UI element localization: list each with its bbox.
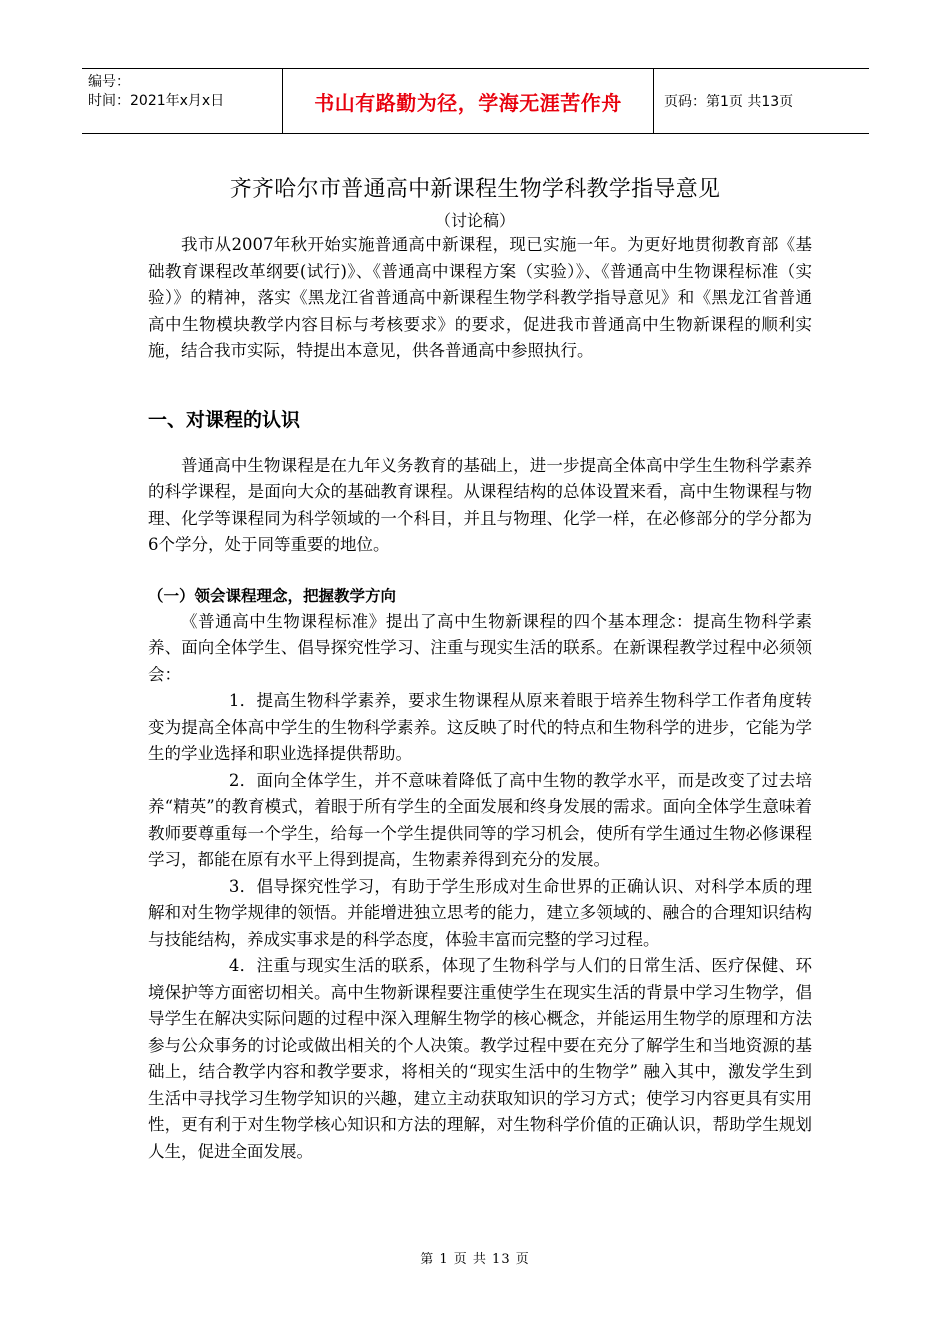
- intro-paragraph: 我市从2007年秋开始实施普通高中新课程，现已实施一年。为更好地贯彻教育部《基础教育课程改革纲要(试行)》、《普通高中课程方案（实验）》、《普通高中生物课程标准（实验）》的精神，落实《黑龙江省普通高中新课程生物学科教学指导意见》和《黑龙江省普通高中生物模块教学内容目标与考核要求》的要求，促进我市普通高中生物新课程的顺利实施，结合我市实际，特提出本意见，供各普通高中参照执行。: [148, 235, 812, 360]
- document-subtitle: （讨论稿）: [434, 211, 515, 230]
- motto-text: 书山有路勤为径，学海无涯苦作舟: [314, 90, 622, 115]
- header-motto-cell: [282, 69, 654, 133]
- document-body: [148, 232, 812, 1165]
- header-meta: [82, 69, 282, 133]
- list-item: 2．面向全体学生，并不意味着降低了高中生物的教学水平，而是改变了过去培养“精英”的教育模式，着眼于所有学生的全面发展和终身发展的需求。面向全体学生意味着教师要尊重每一个学生，给每一个学生提供同等的学习机会，使所有学生通过生物必修课程学习，都能在原有水平上得到提高，生物素养得到充分的发展。: [148, 770, 812, 869]
- page-info: 页码：第1页 共13页: [664, 94, 794, 110]
- section-paragraph: 普通高中生物课程是在九年义务教育的基础上，进一步提高全体高中学生生物科学素养的科学课程，是面向大众的基础教育课程。从课程结构的总体设置来看，高中生物课程与物理、化学等课程同为科学领域的一个科目，并且与物理、化学一样，在必修部分的学分都为6个学分，处于同等重要的地位。: [148, 455, 812, 554]
- document-header: [82, 68, 869, 134]
- subsection-heading: （一）领会课程理念，把握教学方向: [148, 586, 397, 605]
- list-item: 3．倡导探究性学习，有助于学生形成对生命世界的正确认识、对科学本质的理解和对生物学规律的领悟。并能增进独立思考的能力，建立多领域的、融合的合理知识结构与技能结构，养成实事求是的科学态度，体验丰富而完整的学习过程。: [148, 876, 812, 949]
- number-label: 编号：: [88, 74, 130, 90]
- section-heading: 一、对课程的认识: [148, 408, 301, 431]
- subsection-paragraph: 《普通高中生物课程标准》提出了高中生物新课程的四个基本理念：提高生物科学素养、面向全体学生、倡导探究性学习、注重与现实生活的联系。在新课程教学过程中必须领会：: [148, 611, 812, 684]
- header-page-cell: [654, 69, 869, 133]
- list-item: 1．提高生物科学素养，要求生物课程从原来着眼于培养生物科学工作者角度转变为提高全体高中学生的生物科学素养。这反映了时代的特点和生物科学的进步，它能为学生的学业选择和职业选择提供帮助。: [148, 691, 812, 763]
- list-item: 4．注重与现实生活的联系，体现了生物科学与人们的日常生活、医疗保健、环境保护等方面密切相关。高中生物新课程要注重使学生在现实生活的背景中学习生物学，倡导学生在解决实际问题的过程中深入理解生物学的核心概念，并能运用生物学的原理和方法参与公众事务的讨论或做出相关的个人决策。教学过程中要在充分了解学生和当地资源的基础上，结合教学内容和教学要求，将相关的“现实生活中的生物学” 融入其中，激发学生到生活中寻找学习生物学知识的兴趣，建立主动获取知识的学习方式；使学习内容更具有实用性，更有利于对生物学核心知识和方法的理解，对生物科学价值的正确认识，帮助学生规划人生，促进全面发展。: [148, 956, 812, 1161]
- time-label: 时间：2021年x月x日: [88, 93, 225, 109]
- document-title: 齐齐哈尔市普通高中新课程生物学科教学指导意见: [229, 177, 721, 202]
- page-footer: 第 1 页 共 13 页: [420, 1252, 530, 1267]
